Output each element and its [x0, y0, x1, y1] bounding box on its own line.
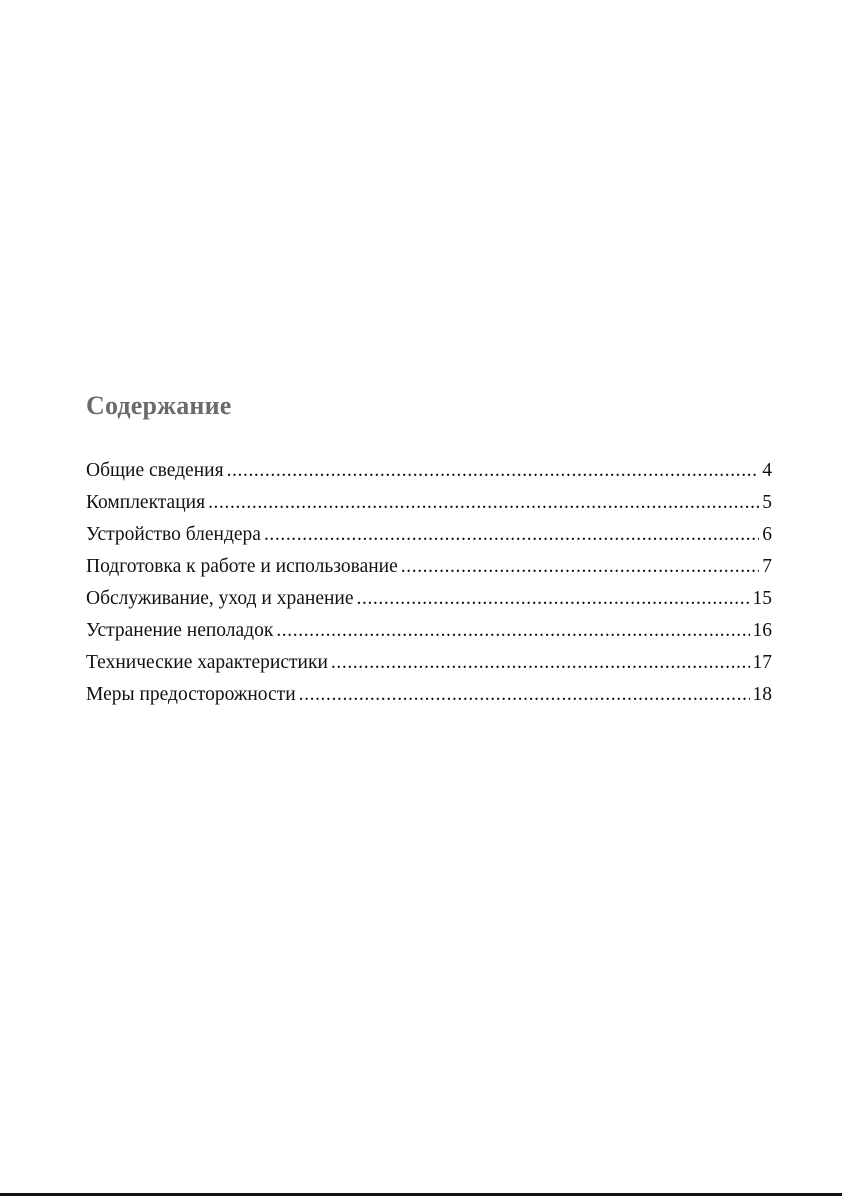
toc-item-label: Устранение неполадок	[86, 620, 274, 641]
toc-page-number: 16	[752, 620, 772, 641]
toc-item-package-contents[interactable]	[86, 487, 772, 519]
toc-dot-leader	[264, 519, 759, 551]
toc-dot-leader	[331, 647, 750, 679]
toc-item-label: Меры предосторожности	[86, 684, 296, 705]
toc-item-label: Комплектация	[86, 492, 206, 513]
toc-page-number: 6	[762, 524, 772, 545]
toc-item-label: Общие сведения	[86, 460, 224, 481]
toc-page-number: 5	[762, 492, 772, 513]
toc-item-general-info[interactable]	[86, 455, 772, 487]
toc-item-blender-design[interactable]	[86, 519, 772, 551]
toc-page-number: 17	[752, 652, 772, 673]
table-of-contents	[86, 455, 772, 711]
toc-item-specifications[interactable]	[86, 647, 772, 679]
toc-dot-leader	[401, 551, 759, 583]
toc-item-preparation-and-use[interactable]	[86, 551, 772, 583]
toc-item-maintenance-care-storage[interactable]	[86, 583, 772, 615]
toc-dot-leader	[357, 583, 750, 615]
toc-dot-leader	[299, 679, 750, 711]
toc-dot-leader	[208, 487, 759, 519]
toc-dot-leader	[276, 615, 749, 647]
toc-item-label: Устройство блендера	[86, 524, 261, 545]
toc-dot-leader	[227, 455, 760, 487]
toc-item-label: Обслуживание, уход и хранение	[86, 588, 354, 609]
toc-item-label: Подготовка к работе и использование	[86, 556, 398, 577]
toc-item-label: Технические характеристики	[86, 652, 328, 673]
toc-item-troubleshooting[interactable]	[86, 615, 772, 647]
toc-item-safety-precautions[interactable]	[86, 679, 772, 711]
toc-page-number: 4	[762, 460, 772, 481]
toc-page-number: 15	[752, 588, 772, 609]
toc-title: Содержание	[86, 391, 232, 420]
toc-page-number: 18	[752, 684, 772, 705]
toc-page-number: 7	[762, 556, 772, 577]
